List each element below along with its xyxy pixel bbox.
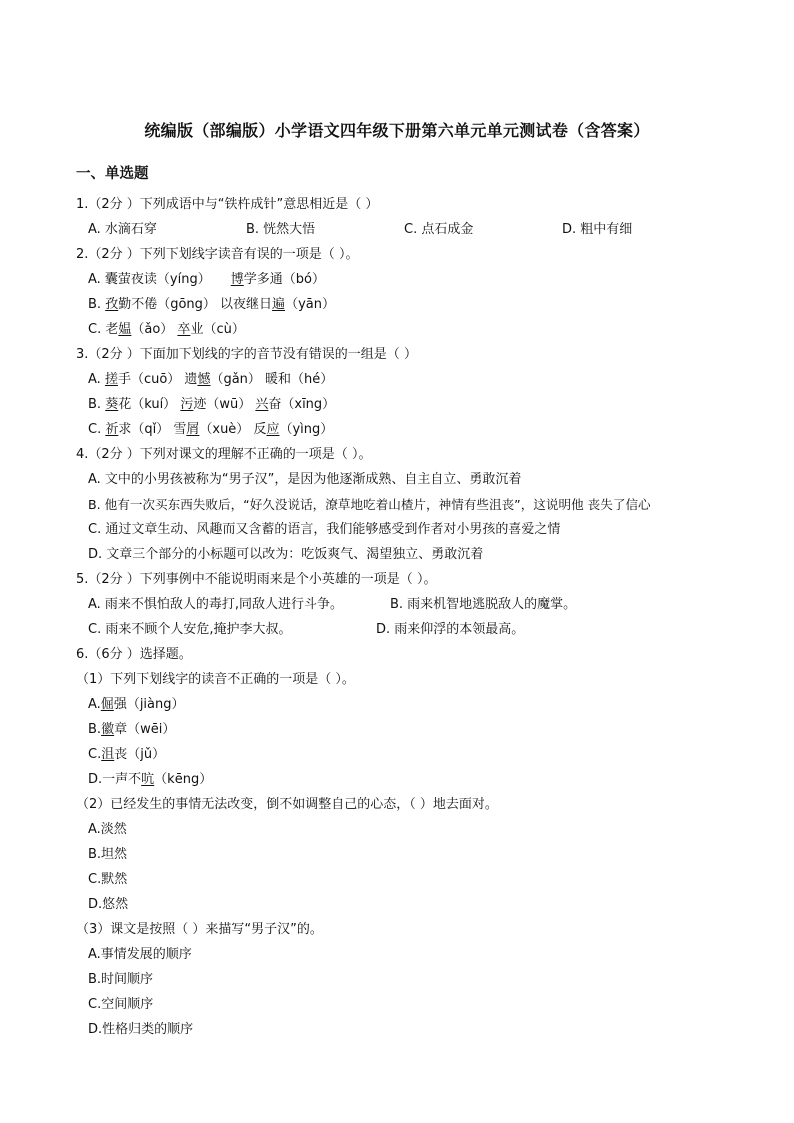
underlined-char: 憾	[197, 372, 211, 387]
underlined-char: 祈	[105, 422, 119, 437]
option-text: C.	[88, 747, 102, 762]
question-6-3-option-c[interactable]: C.空间顺序	[88, 997, 154, 1012]
underlined-char: 沮	[101, 747, 115, 762]
question-2-option-b[interactable]	[88, 296, 335, 314]
question-4-stem: 4.（2分 ）下列对课文的理解不正确的一项是（ ）。	[76, 447, 372, 462]
option-text: A. 囊萤夜读（yíng）	[88, 272, 211, 287]
option-text: B.	[88, 297, 106, 312]
underlined-char: 应	[266, 422, 280, 437]
option-text: C.	[88, 422, 106, 437]
option-text: 勤不倦（gōng） 以夜继日	[118, 297, 273, 312]
question-6-1-option-d[interactable]	[88, 771, 212, 789]
underlined-char: 媪	[118, 322, 132, 337]
option-text: B.	[88, 397, 106, 412]
option-text: （yān）	[285, 297, 335, 312]
question-1-option-b[interactable]: B. 恍然大悟	[246, 222, 316, 237]
option-text: D.一声不	[88, 772, 142, 787]
question-3-stem: 3.（2分 ）下面加下划线的字的音节没有错误的一组是（ ）	[76, 347, 417, 362]
option-text: （gǎn） 暖和（hé）	[210, 372, 334, 387]
option-text: （yìng）	[279, 422, 334, 437]
underlined-char: 葵	[105, 397, 119, 412]
question-5-option-d[interactable]: D. 雨来仰浮的本领最高。	[376, 622, 525, 637]
question-6-sub-3: （3）课文是按照（ ）来描写“男子汉”的。	[76, 922, 323, 937]
option-text: 丧（jǔ）	[114, 747, 166, 762]
option-text: 求（qǐ） 雪	[118, 422, 187, 437]
option-text: 业（cù）	[190, 322, 245, 337]
question-5-stem: 5.（2分 ）下列事例中不能说明雨来是个小英雄的一项是（ ）。	[76, 572, 437, 587]
option-text: 章（wēi）	[114, 722, 176, 737]
option-text: C. 老	[88, 322, 119, 337]
question-3-option-c[interactable]	[88, 421, 333, 439]
option-text: 迹（wū）	[193, 397, 256, 412]
underlined-char: 屑	[186, 422, 200, 437]
question-6-sub-2: （2）已经发生的事情无法改变，倒不如调整自己的心态，（ ）地去面对。	[76, 797, 498, 812]
underlined-char: 搓	[104, 372, 118, 387]
question-6-3-option-a[interactable]: A.事情发展的顺序	[88, 947, 192, 962]
option-text: 学多通（bó）	[243, 272, 325, 287]
question-5-option-c[interactable]: C. 雨来不顾个人安危,掩护李大叔。	[88, 622, 292, 637]
option-text: A.	[88, 697, 101, 712]
question-1-option-c[interactable]: C. 点石成金	[404, 222, 474, 237]
question-3-option-b[interactable]	[88, 396, 335, 414]
question-6-sub-1: （1）下列下划线字的读音不正确的一项是（ ）。	[76, 672, 355, 687]
question-4-option-a[interactable]: A. 文中的小男孩被称为“男子汉”，是因为他逐渐成熟、自主自立、勇敢沉着	[88, 472, 522, 487]
underlined-char: 污	[180, 397, 194, 412]
exam-title: 统编版（部编版）小学语文四年级下册第六单元单元测试卷（含答案）	[144, 121, 650, 140]
question-6-1-option-c[interactable]	[88, 746, 165, 764]
question-6-2-option-a[interactable]: A.淡然	[88, 822, 127, 837]
question-4-option-d[interactable]: D. 文章三个部分的小标题可以改为：吃饭爽气、渴望独立、勇敢沉着	[88, 547, 484, 562]
option-text: （ǎo）	[131, 322, 178, 337]
question-6-3-option-d[interactable]: D.性格归类的顺序	[88, 1022, 194, 1037]
option-text: （kēng）	[154, 772, 213, 787]
option-text: 手（cuō） 遗	[117, 372, 198, 387]
question-1-stem: 1.（2分 ）下列成语中与“铁杵成针”意思相近是（ ）	[76, 197, 379, 212]
question-6-stem: 6.（6分 ）选择题。	[76, 647, 192, 662]
question-2-option-a[interactable]	[88, 271, 325, 289]
underlined-char: 卒	[177, 322, 191, 337]
question-6-2-option-b[interactable]: B.坦然	[88, 847, 128, 862]
question-1-option-d[interactable]: D. 粗中有细	[562, 222, 633, 237]
question-4-option-b[interactable]: B. 他有一次买东西失败后，“好久没说话，潦草地吃着山楂片，神情有些沮丧”，这说明他 丧失了信心	[88, 497, 651, 512]
question-1-option-a[interactable]: A. 水滴石穿	[88, 222, 157, 237]
option-text: 奋（xīng）	[268, 397, 336, 412]
underlined-char: 博	[230, 272, 244, 287]
question-6-2-option-c[interactable]: C.默然	[88, 872, 128, 887]
option-text: 花（kuí）	[118, 397, 181, 412]
question-2-stem: 2.（2分 ）下列下划线字读音有误的一项是（ ）。	[76, 247, 359, 262]
option-text: A.	[88, 372, 105, 387]
question-6-1-option-a[interactable]	[88, 696, 185, 714]
option-text: （xuè） 反	[199, 422, 267, 437]
question-6-1-option-b[interactable]	[88, 721, 175, 739]
underlined-char: 遍	[272, 297, 286, 312]
option-text: 强（jiàng）	[113, 697, 185, 712]
underlined-char: 徽	[101, 722, 115, 737]
underlined-char: 吭	[141, 772, 155, 787]
question-3-option-a[interactable]	[88, 371, 333, 389]
question-2-option-c[interactable]	[88, 321, 245, 339]
section-heading: 一、单选题	[76, 166, 149, 182]
question-6-2-option-d[interactable]: D.悠然	[88, 897, 129, 912]
question-5-option-b[interactable]: B. 雨来机智地逃脱敌人的魔掌。	[390, 597, 577, 612]
option-text: B.	[88, 722, 102, 737]
question-6-3-option-b[interactable]: B.时间顺序	[88, 972, 154, 987]
underlined-char: 兴	[255, 397, 269, 412]
underlined-char: 孜	[105, 297, 119, 312]
question-4-option-c[interactable]: C. 通过文章生动、风趣而又含蓄的语言，我们能够感受到作者对小男孩的喜爱之情	[88, 522, 561, 537]
question-5-option-a[interactable]: A. 雨来不惧怕敌人的毒打,同敌人进行斗争。	[88, 597, 344, 612]
underlined-char: 倔	[100, 697, 114, 712]
